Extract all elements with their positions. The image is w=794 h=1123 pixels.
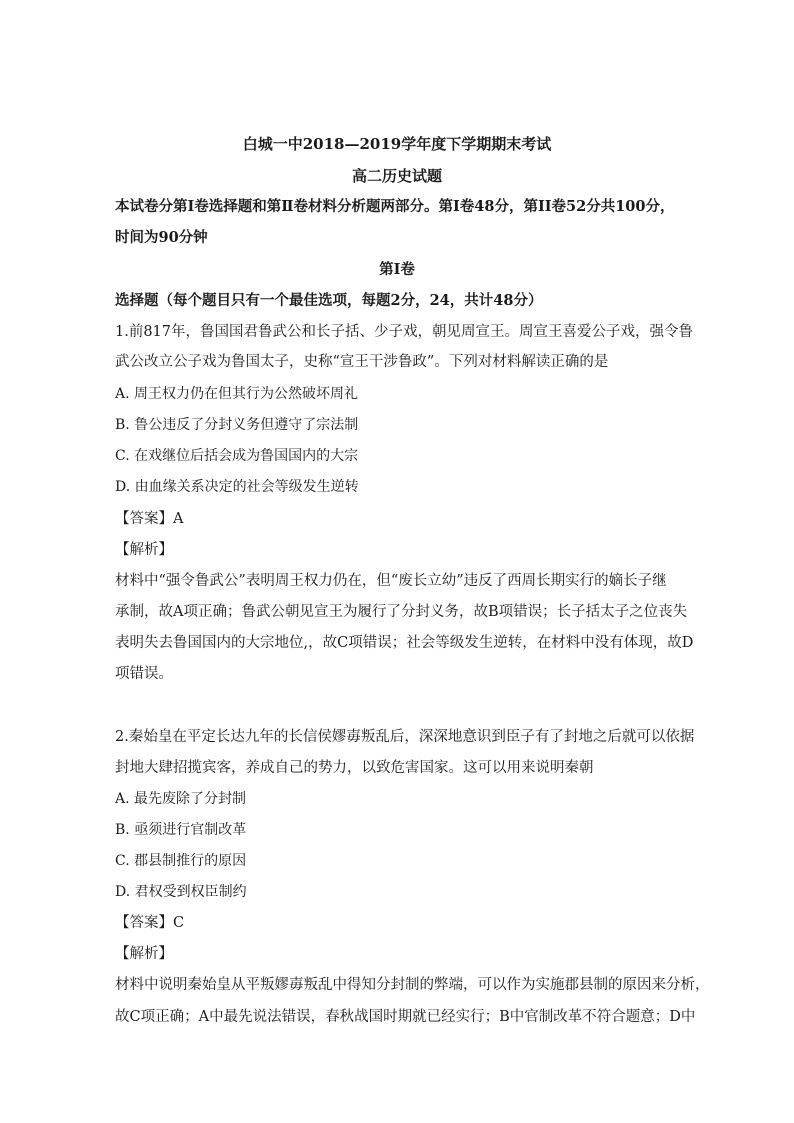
option-b: B. 亟须进行官制改革 xyxy=(115,822,247,838)
question-stem-line: 2.秦始皇在平定长达九年的长信侯嫪毐叛乱后，深深地意识到臣子有了封地之后就可以依据 xyxy=(115,729,695,745)
question-stem-line: 封地大肆招揽宾客，养成自己的势力，以致危害国家。这可以用来说明秦朝 xyxy=(115,760,594,776)
intro-line-2: 时间为90分钟 xyxy=(115,229,208,246)
option-d: D. 君权受到权臣制约 xyxy=(115,884,247,900)
option-d: D. 由血缘关系决定的社会等级发生逆转 xyxy=(115,479,359,495)
section-heading: 选择题（每个题目只有一个最佳选项，每题2分，24，共计48分） xyxy=(115,292,543,309)
question-stem-line: 1.前817年，鲁国国君鲁武公和长子括、少子戏，朝见周宣王。周宣王喜爱公子戏，强令鲁 xyxy=(115,324,694,340)
analysis-line: 项错误。 xyxy=(115,666,173,682)
option-c: C. 郡县制推行的原因 xyxy=(115,853,247,869)
answer-line: 【答案】C xyxy=(115,915,185,931)
intro-line-1: 本试卷分第Ⅰ卷选择题和第Ⅱ卷材料分析题两部分。第Ⅰ卷48分，第II卷52分共100分， xyxy=(115,198,675,215)
analysis-label: 【解析】 xyxy=(115,946,173,962)
analysis-line: 材料中说明秦始皇从平叛嫪毐叛乱中得知分封制的弊端，可以作为实施郡县制的原因来分析， xyxy=(115,977,710,993)
analysis-line: 材料中“强令鲁武公”表明周王权力仍在，但“废长立幼”违反了西周长期实行的嫡长子继 xyxy=(115,573,667,589)
analysis-line: 表明失去鲁国国内的大宗地位,，故C项错误；社会等级发生逆转，在材料中没有体现，故D xyxy=(115,635,694,651)
option-c: C. 在戏继位后括会成为鲁国国内的大宗 xyxy=(115,448,359,464)
question-stem-line: 武公改立公子戏为鲁国太子，史称“宣王干涉鲁政”。下列对材料解读正确的是 xyxy=(115,354,609,370)
answer-line: 【答案】A xyxy=(115,511,184,527)
analysis-label: 【解析】 xyxy=(115,542,173,558)
analysis-line: 故C项正确；A中最先说法错误，春秋战国时期就已经实行；B中官制改革不符合题意；D中 xyxy=(115,1009,696,1025)
section-title: 第Ⅰ卷 xyxy=(379,261,415,278)
option-a: A. 周王权力仍在但其行为公然破坏周礼 xyxy=(115,386,359,402)
analysis-line: 承制，故A项正确；鲁武公朝见宣王为履行了分封义务，故B项错误；长子括太子之位丧失 xyxy=(115,604,688,620)
exam-subtitle: 高二历史试题 xyxy=(351,167,442,185)
option-a: A. 最先废除了分封制 xyxy=(115,791,247,807)
option-b: B. 鲁公违反了分封义务但遵守了宗法制 xyxy=(115,417,359,433)
exam-title: 白城一中2018—2019学年度下学期期末考试 xyxy=(242,135,552,153)
